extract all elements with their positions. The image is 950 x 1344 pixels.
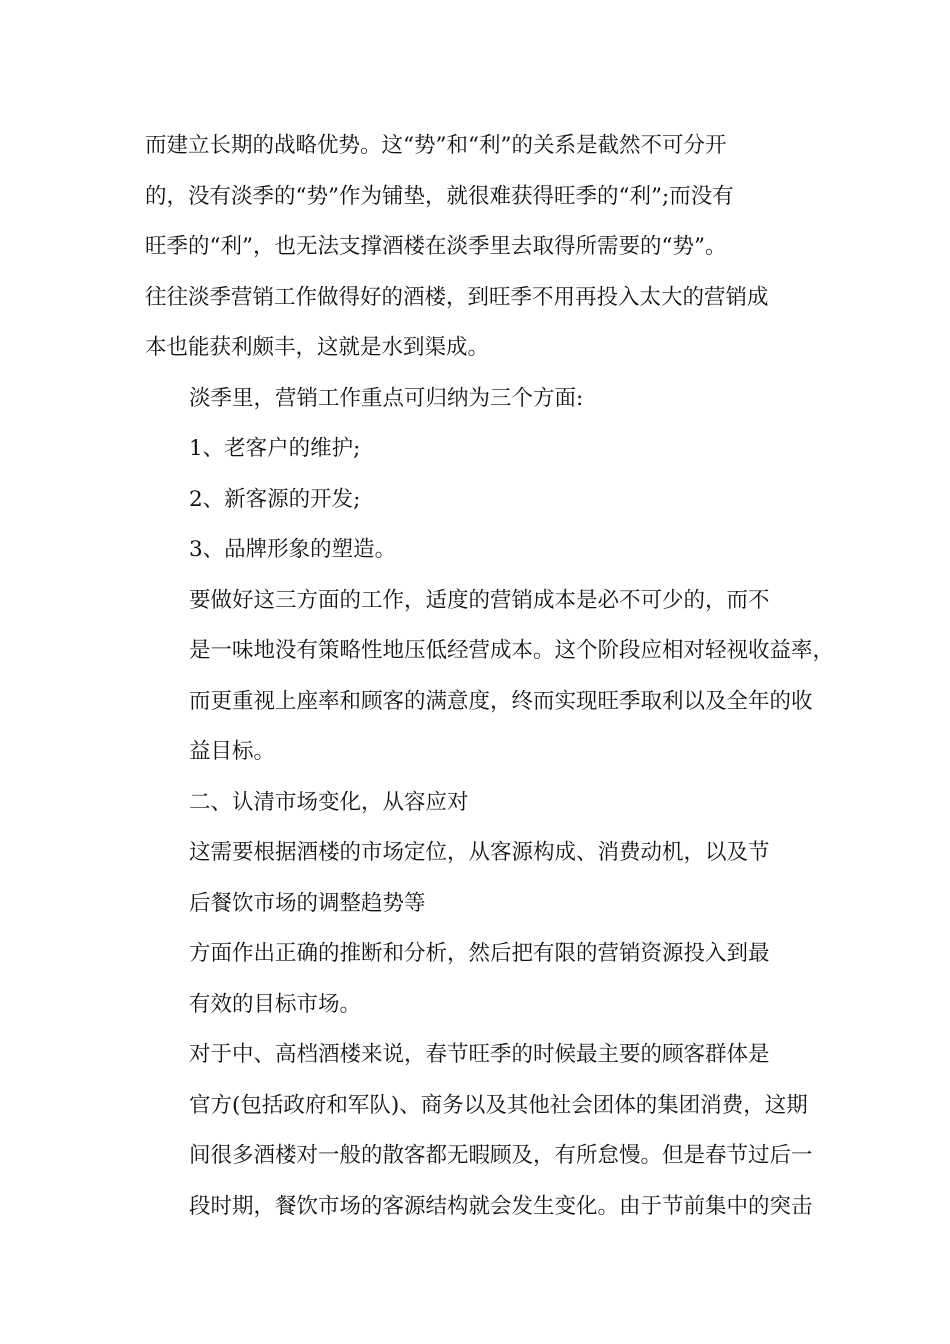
text-line: 3、品牌形象的塑造。 [189,537,397,562]
text-line: 而更重视上座率和顾客的满意度，终而实现旺季取利以及全年的收 [189,688,813,714]
paragraph [145,121,825,374]
paragraph [145,576,835,778]
text-line: 2、新客源的开发; [189,486,361,512]
text-line: 是一味地没有策略性地压低经营成本。这个阶段应相对轻视收益率， [189,638,835,663]
paragraph [145,1030,825,1232]
text-line: 要做好这三方面的工作，适度的营销成本是必不可少的，而不 [189,587,770,613]
text-line: 官方(包括政府和军队)、商务以及其他社会团体的集团消费，这期 [189,1092,808,1118]
text-line: 而建立长期的战略优势。这“势”和“利”的关系是截然不可分开 [145,133,727,158]
paragraph [145,828,825,929]
text-line: 旺季的“利”，也无法支撑酒楼在淡季里去取得所需要的“势”。 [145,234,727,259]
text-line: 的，没有淡季的“势”作为铺垫，就很难获得旺季的“利”;而没有 [145,183,734,209]
text-line: 这需要根据酒楼的市场定位，从客源构成、消费动机，以及节 [189,840,770,865]
paragraph [145,374,825,425]
paragraph [145,778,825,829]
text-line: 间很多酒楼对一般的散客都无暇顾及，有所怠慢。但是春节过后一 [189,1143,813,1168]
text-line: 方面作出正确的推断和分析，然后把有限的营销资源投入到最 [189,941,770,966]
text-line: 有效的目标市场。 [189,991,362,1017]
text-line: 段时期，餐饮市场的客源结构就会发生变化。由于节前集中的突击 [189,1193,813,1219]
paragraph [145,525,825,576]
paragraph [145,929,825,1030]
text-line: 淡季里，营销工作重点可归纳为三个方面: [189,385,584,411]
text-line: 1、老客户的维护; [189,436,361,461]
text-line: 本也能获利颇丰，这就是水到渠成。 [145,335,490,360]
text-line: 往往淡季营销工作做得好的酒楼，到旺季不用再投入太大的营销成 [145,284,769,310]
text-line: 二、认清市场变化，从容应对 [189,789,469,815]
document-body [145,121,835,1232]
text-line: 益目标。 [189,739,276,764]
paragraph [145,475,825,526]
paragraph [145,424,825,475]
text-line: 后餐饮市场的调整趋势等 [189,890,426,916]
text-line: 对于中、高档酒楼来说，春节旺季的时候最主要的顾客群体是 [189,1042,770,1067]
